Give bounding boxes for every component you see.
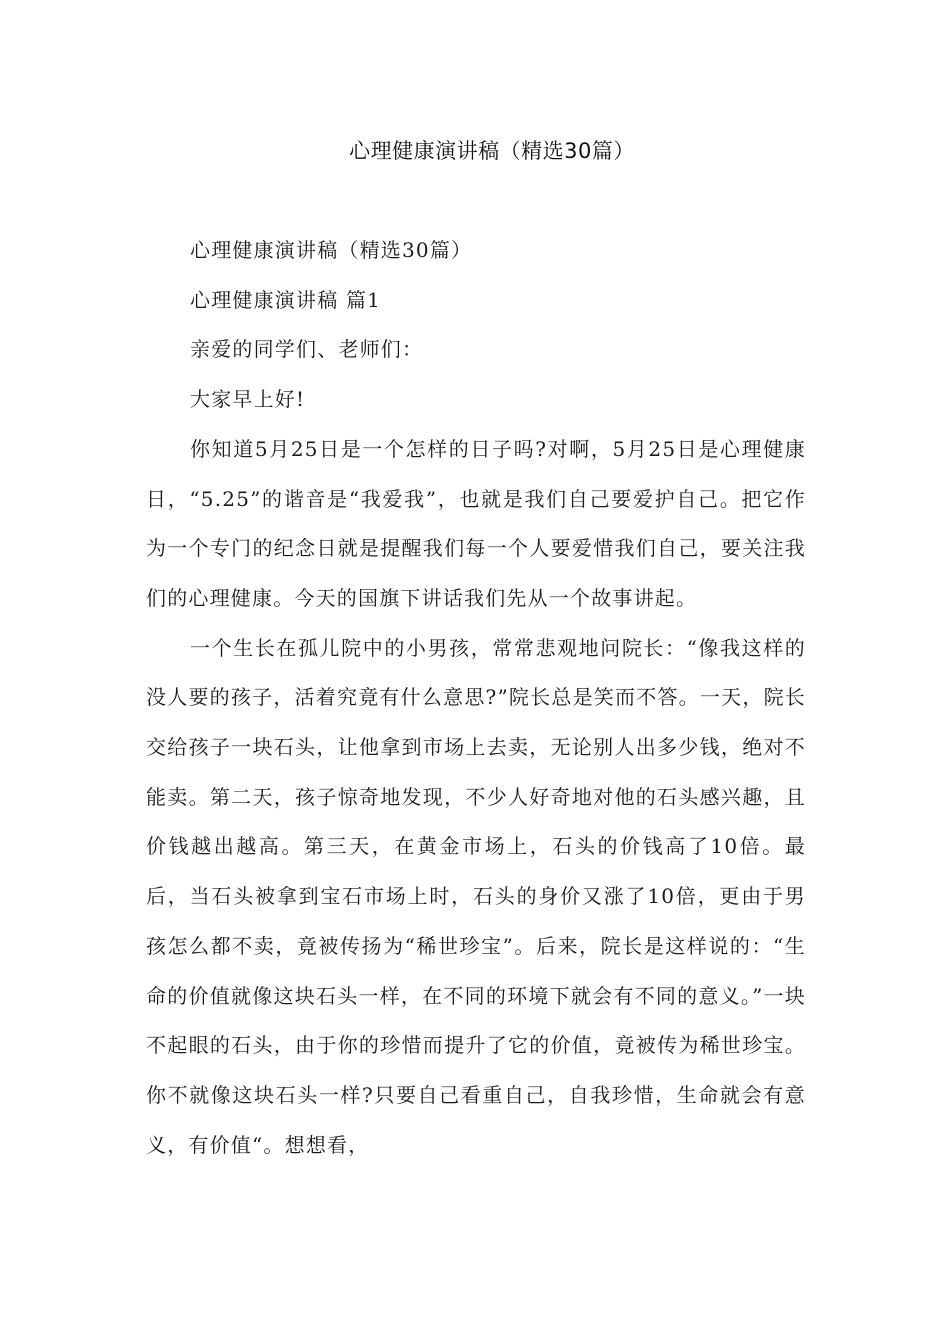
paragraph-body: 一个生长在孤儿院中的小男孩，常常悲观地问院长：“像我这样的没人要的孩子，活着究竟有什么意思?”院长总是笑而不答。一天，院长交给孩子一块石头，让他拿到市场上去卖，无论别人出多少钱，绝对不能卖。第二天，孩子惊奇地发现，不少人好奇地对他的石头感兴趣，且价钱越出越高。第三天，在黄金市场上，石头的价钱高了10倍。最后，当石头被拿到宝石市场上时，石头的身价又涨了10倍，更由于男孩怎么都不卖，竟被传扬为“稀世珍宝”。后来，院长是这样说的：“生命的价值就像这块石头一样，在不同的环境下就会有不同的意义。”一块不起眼的石头，由于你的珍惜而提升了它的价值，竟被传为稀世珍宝。你不就像这块石头一样?只要自己看重自己，自我珍惜，生命就会有意义，有价值“。想想看， bbox=[146, 635, 806, 1157]
paragraph-subtitle: 心理健康演讲稿（精选30篇） bbox=[190, 238, 473, 262]
paragraph-section-heading: 心理健康演讲稿 篇1 bbox=[190, 287, 382, 312]
document-body bbox=[146, 226, 806, 1170]
paragraph-greeting: 大家早上好! bbox=[190, 387, 306, 412]
document-title: 心理健康演讲稿（精选30篇） bbox=[349, 139, 635, 163]
paragraph-body: 你知道5月25日是一个怎样的日子吗?对啊，5月25日是心理健康日，“5.25”的谐音是“我爱我”，也就是我们自己要爱护自己。把它作为一个专门的纪念日就是提醒我们每一个人要爱惜我们自己，要关注我们的心理健康。今天的国旗下讲话我们先从一个故事讲起。 bbox=[146, 436, 806, 610]
paragraph-salutation: 亲爱的同学们、老师们： bbox=[190, 337, 424, 362]
